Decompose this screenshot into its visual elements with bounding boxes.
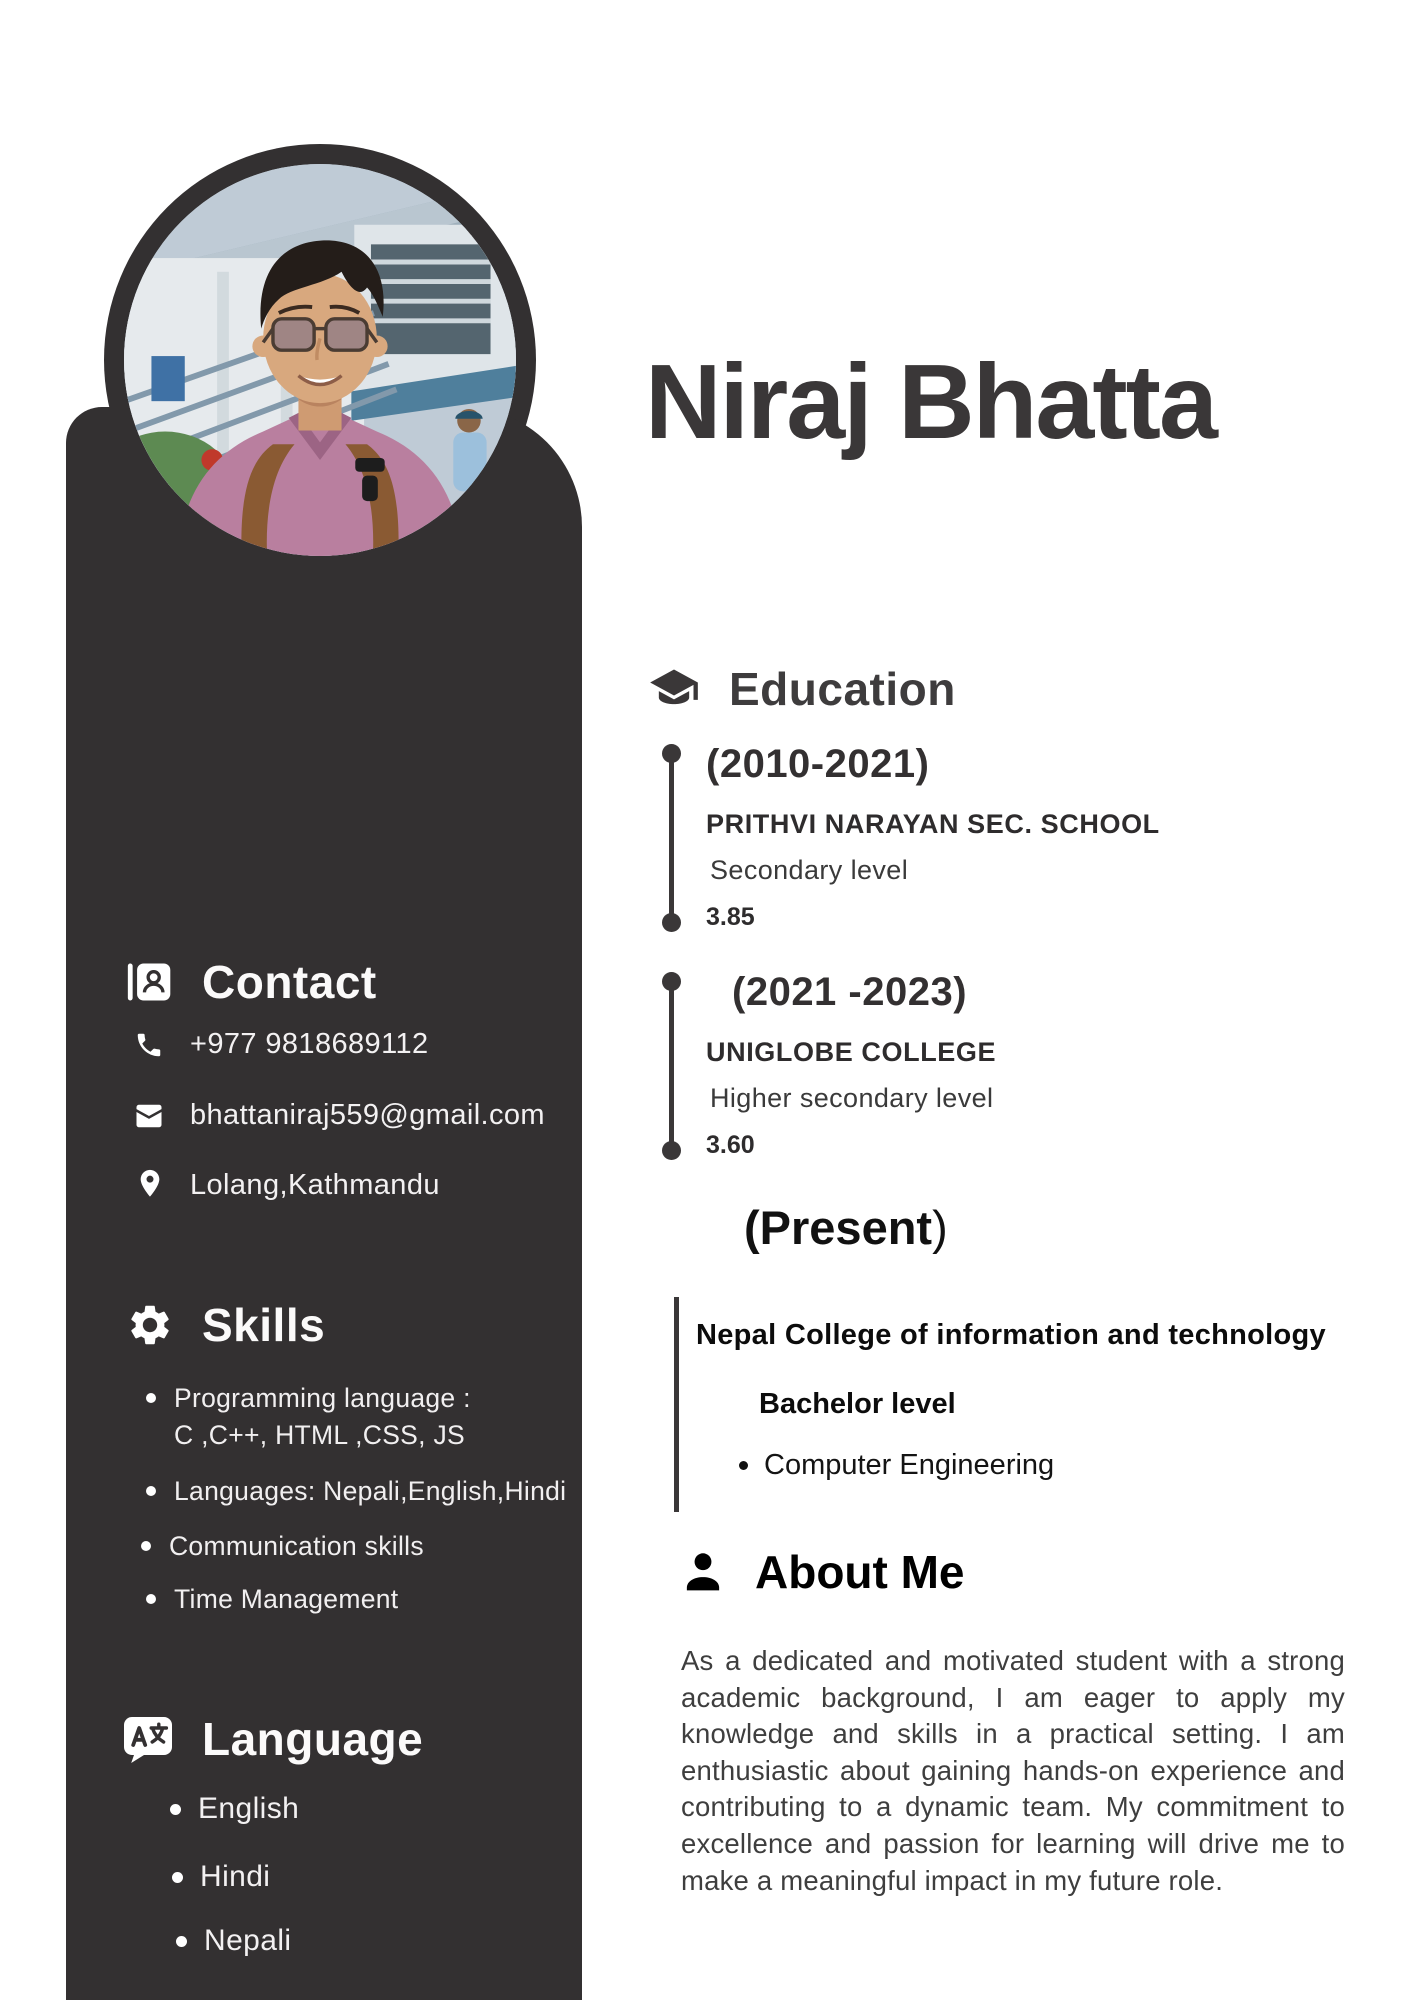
language-text: English — [198, 1792, 300, 1825]
language-item — [176, 1924, 291, 1958]
skill-text: Time Management — [174, 1584, 399, 1614]
bullet-dot — [146, 1486, 156, 1496]
graduation-cap-icon — [645, 663, 703, 715]
profile-photo-illustration — [124, 164, 516, 556]
language-section-header — [122, 1712, 423, 1766]
present-course — [739, 1449, 1326, 1482]
timeline-line — [669, 756, 674, 922]
language-title: Language — [202, 1713, 424, 1765]
skills-title: Skills — [202, 1299, 326, 1351]
present-course-label: Computer Engineering — [764, 1449, 1055, 1481]
language-item — [170, 1792, 299, 1826]
gear-icon — [126, 1301, 174, 1349]
about-title: About Me — [755, 1546, 965, 1598]
location-pin-icon — [136, 1168, 164, 1202]
timeline — [648, 968, 706, 1160]
education-school: UNIGLOBE COLLEGE — [706, 1037, 997, 1067]
profile-photo — [124, 164, 516, 556]
timeline-dot — [662, 1141, 681, 1160]
bullet-dot — [170, 1804, 181, 1815]
page-title: Niraj Bhatta — [645, 343, 1216, 461]
contact-email-value: bhattaniraj559@gmail.com — [190, 1099, 545, 1131]
language-text: Hindi — [200, 1860, 271, 1893]
present-title — [744, 1200, 1326, 1255]
bullet-dot — [739, 1461, 748, 1470]
about-section-header — [645, 1545, 1347, 1599]
education-school: PRITHVI NARAYAN SEC. SCHOOL — [706, 809, 1160, 839]
timeline — [648, 740, 706, 932]
education-level: Secondary level — [710, 855, 909, 885]
person-icon — [681, 1548, 725, 1596]
education-period: (2021 -2023) — [732, 970, 968, 1014]
language-text: Nepali — [204, 1924, 292, 1957]
education-entry — [648, 968, 996, 1160]
contact-phone-value: +977 9818689112 — [190, 1028, 429, 1060]
education-section-header — [645, 662, 956, 716]
contact-title: Contact — [202, 956, 377, 1008]
skill-line2: C ,C++, HTML ,CSS, JS — [174, 1420, 465, 1450]
contact-phone — [134, 1028, 429, 1061]
about-section — [645, 1545, 1347, 1899]
skill-item — [146, 1473, 566, 1510]
present-title-text: (Present — [744, 1201, 933, 1254]
phone-icon — [134, 1030, 164, 1060]
bullet-dot — [146, 1393, 156, 1403]
education-level: Higher secondary level — [710, 1083, 994, 1113]
contact-book-icon — [126, 957, 174, 1007]
skill-item — [146, 1581, 398, 1618]
contact-location-value: Lolang,Kathmandu — [190, 1168, 440, 1201]
education-gpa: 3.60 — [706, 1131, 755, 1159]
education-period: (2010-2021) — [706, 742, 930, 786]
education-title: Education — [729, 663, 956, 715]
present-education — [648, 1200, 1326, 1512]
present-title-paren: ) — [932, 1201, 948, 1254]
present-school: Nepal College of information and technology — [696, 1319, 1326, 1351]
contact-email — [134, 1099, 545, 1132]
language-item — [172, 1860, 270, 1894]
skill-item — [146, 1380, 471, 1454]
bullet-dot — [141, 1541, 151, 1551]
timeline-line — [669, 984, 674, 1150]
skill-line1: Programming language : — [174, 1383, 471, 1413]
skill-text — [174, 1380, 471, 1454]
contact-section-header — [126, 955, 377, 1009]
education-gpa: 3.85 — [706, 903, 755, 931]
contact-location — [136, 1168, 440, 1202]
email-icon — [134, 1102, 164, 1130]
bullet-dot — [172, 1872, 183, 1883]
education-entry — [648, 740, 1160, 932]
present-body — [674, 1297, 1326, 1512]
skills-section-header — [126, 1298, 325, 1352]
bullet-dot — [146, 1594, 156, 1604]
present-level: Bachelor level — [759, 1388, 956, 1420]
bullet-dot — [176, 1936, 187, 1947]
skill-text: Communication skills — [169, 1531, 424, 1561]
about-text: As a dedicated and motivated student with a strong academic background, I am eager to apply my knowledge and skills in a practical setting. I am enthusiastic about gaining hands-on experience and contributing to a dynamic team. My commitment to excellence and passion for learning will drive me to make a meaningful impact in my future role. — [681, 1645, 1345, 1896]
translate-icon — [122, 1715, 174, 1763]
skill-item — [141, 1528, 424, 1565]
skill-text: Languages: Nepali,English,Hindi — [174, 1476, 567, 1506]
timeline-dot — [662, 913, 681, 932]
